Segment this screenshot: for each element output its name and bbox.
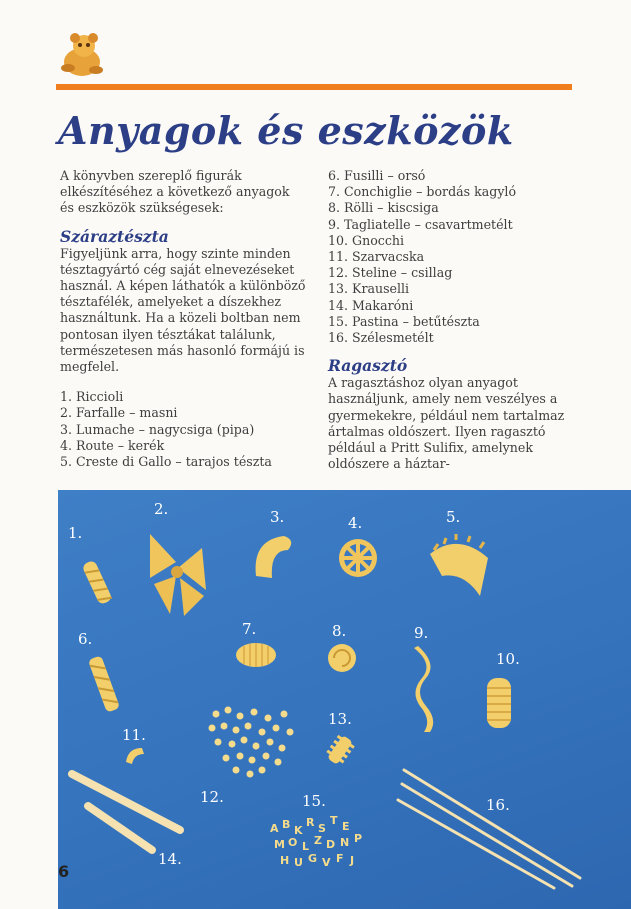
svg-text:J: J [350,854,355,867]
makaroni-pasta-image [66,766,186,856]
svg-text:M: M [274,838,285,851]
svg-text:P: P [354,832,363,845]
list-item: 9. Tagliatelle – csavartmetélt [328,216,513,232]
left-column [60,168,306,470]
photo-label: 10. [496,650,520,668]
section-heading-glue: Ragasztó [328,356,408,376]
page-number: 6 [58,862,70,881]
photo-label: 1. [68,524,83,542]
pasta-list-right [328,168,574,346]
creste-di-gallo-pasta-image [424,532,494,602]
photo-label: 14. [158,850,182,868]
gnocchi-pasta-image [484,676,514,730]
list-item: 7. Conchiglie – bordás kagyló [328,184,517,200]
svg-text:O: O [288,836,298,849]
svg-text:B: B [282,818,291,831]
photo-label: 4. [348,514,363,532]
photo-label: 13. [328,710,352,728]
photo-label: 3. [270,508,285,526]
list-item: 6. Fusilli – orsó [328,168,426,183]
photo-label: 12. [200,788,224,806]
orange-divider [56,84,572,90]
right-column [328,168,574,472]
svg-text:S: S [318,822,326,835]
list-item: 2. Farfalle – masni [60,405,178,421]
svg-text:H: H [280,854,290,867]
photo-label: 8. [332,622,347,640]
glue-text: A ragasztáshoz olyan anyagot használjunk, amely nem veszélyes a gyermekekre, például nem tartalmaz ártalmas oldószert. Ilyen ragasztó például a Pritt Sulifix, amelynek oldószere a háztar- [328,375,565,472]
svg-text:N: N [340,836,350,849]
photo-label: 7. [242,620,257,638]
list-item: 1. Riccioli [60,389,124,405]
dry-pasta-text: Figyeljünk arra, hogy szinte minden tésztagyártó cég saját elnevezéseket használ. A képen láthatók a különböző tésztafélék, amelyeket a díszekhez használtunk. Ha a közeli boltban nem pontosan ilyen tésztákat találunk, természetesen más hasonló formájú is megfelel. [60,245,306,375]
pasta-photo [58,490,631,909]
list-item: 11. Szarvacska [328,249,425,265]
svg-text:L: L [302,840,310,853]
rolli-pasta-image [326,642,358,674]
list-item: 14. Makaróni [328,297,414,313]
photo-label: 9. [414,624,429,642]
photo-label: 6. [78,630,93,648]
svg-text:K: K [294,824,303,837]
photo-label: 11. [122,726,146,744]
svg-text:G: G [308,852,318,865]
svg-text:T: T [330,814,338,827]
pasta-list-left [60,389,306,470]
list-item: 15. Pastina – betűtészta [328,313,480,329]
svg-text:E: E [342,820,350,833]
list-item: 3. Lumache – nagycsiga (pipa) [60,421,255,437]
lumache-pasta-image [248,530,298,586]
szarvacska-pasta-image [124,746,146,766]
list-item: 16. Szélesmetélt [328,330,434,346]
route-pasta-image [336,536,380,580]
svg-text:F: F [336,852,344,865]
list-item: 5. Creste di Gallo – tarajos tészta [60,454,272,470]
svg-text:A: A [270,822,279,835]
conchiglie-pasta-image [234,640,278,670]
svg-text:R: R [306,816,315,829]
page-title: Anyagok és eszközök [58,108,514,153]
riccioli-pasta-image [76,556,120,608]
svg-text:U: U [294,856,303,869]
list-item: 13. Krauselli [328,281,410,297]
steline-pasta-image [206,704,296,780]
svg-text:V: V [322,856,331,869]
photo-label: 5. [446,508,461,526]
tagliatelle-pasta-image [412,644,440,734]
photo-label: 2. [154,500,169,518]
photo-label: 16. [486,796,510,814]
szelesmetelt-pasta-image [394,766,584,890]
krauselli-pasta-image [324,734,356,766]
list-item: 10. Gnocchi [328,232,405,248]
list-item: 12. Steline – csillag [328,265,453,281]
fusilli-pasta-image [84,652,124,716]
pasta-figure-logo [56,28,108,80]
list-item: 4. Route – kerék [60,437,165,453]
section-heading-dry-pasta: Száraztészta [60,226,169,246]
farfalle-pasta-image [140,528,214,618]
pastina-pasta-image [264,812,374,872]
svg-text:D: D [326,838,336,851]
intro-text: A könyvben szereplő figurák elkészítéséhez a következő anyagok és eszközök szükségesek: [60,168,290,216]
svg-text:Z: Z [314,834,322,847]
photo-label: 15. [302,792,326,810]
list-item: 8. Rölli – kiscsiga [328,200,439,216]
